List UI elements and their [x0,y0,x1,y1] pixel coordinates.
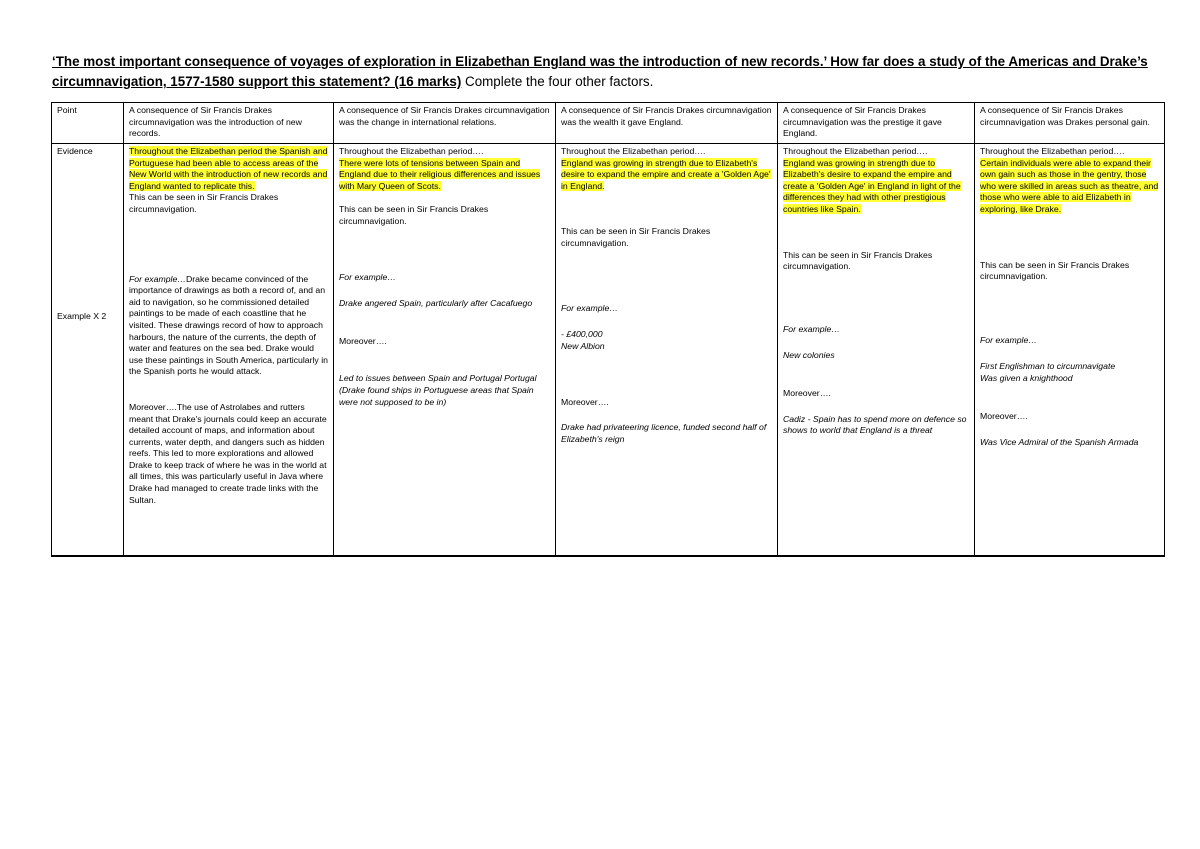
moreover-text-5: Was Vice Admiral of the Spanish Armada [980,437,1139,448]
example-line2-3: New Albion [561,340,605,351]
moreover-text-2: Led to issues between Spain and Portugal Portugal (Drake found ships in Portuguese areas that Spain were not supposed to be in) [339,373,537,407]
moreover-label-3: Moreover…. [561,397,609,408]
evidence-cell-5 [975,144,1165,557]
evidence-highlight-4: England was growing in strength due to Elizabeth's desire to expand the empire and create a 'Golden Age' in England in light of the differences they had with other prestigious countries like Spain. [783,157,961,214]
point-cell-3: A consequence of Sir Francis Drakes circumnavigation was the wealth it gave England. [556,103,778,144]
example-label-2: For example… [339,271,396,282]
consequences-table [51,102,1165,557]
example-line2-5: Was given a knighthood [980,372,1073,383]
example-text-4: New colonies [783,350,835,361]
intro-text-2: Throughout the Elizabethan period…. [339,146,484,156]
evidence-row [52,144,1165,557]
point-cell-1: A consequence of Sir Francis Drakes circumnavigation was the introduction of new records. [124,103,334,144]
moreover-text-4: Cadiz - Spain has to spend more on defence so shows to world that England is a threat [783,413,967,436]
intro-text-4: Throughout the Elizabethan period…. [783,146,928,156]
example-label: Example X 2 [57,311,107,321]
seen-text-2: This can be seen in Sir Francis Drakes circumnavigation. [339,204,489,226]
essay-question-heading [52,52,1162,92]
example-line1-3: - £400,000 [561,329,603,340]
point-cell-4: A consequence of Sir Francis Drakes circumnavigation was the prestige it gave England. [778,103,975,144]
evidence-cell-1 [124,144,334,557]
essay-question: ‘The most important consequence of voyages of exploration in Elizabethan England was the introduction of new records.’ How far does a study of the Americas and Drake’s circumnavigation, 1577-1580 support this statement? (16 marks) [52,54,1148,89]
evidence-cell-2 [334,144,556,557]
evidence-highlight-1: Throughout the Elizabethan period the Spanish and Portuguese had been able to access areas of the New World with the introduction of new records and England wanted to replicate this. [129,146,328,191]
moreover-label-1: Moreover…. [129,401,177,412]
point-label: Point [52,103,124,144]
moreover-label-4: Moreover…. [783,387,831,398]
evidence-label-cell [52,144,124,557]
seen-text-4: This can be seen in Sir Francis Drakes circumnavigation. [783,249,933,272]
evidence-label: Evidence [57,146,93,156]
moreover-text-3: Drake had privateering licence, funded second half of Elizabeth's reign [561,421,767,444]
example-line1-5: First Englishman to circumnavigate [980,361,1116,372]
seen-text-5: This can be seen in Sir Francis Drakes circumnavigation. [980,259,1130,282]
example-label-4: For example… [783,323,840,334]
point-cell-2: A consequence of Sir Francis Drakes circumnavigation was the change in international relations. [334,103,556,144]
evidence-cell-4 [778,144,975,557]
example-text-2: Drake angered Spain, particularly after Cacafuego [339,298,533,309]
example-text-1: Drake became convinced of the importance of drawings as both a record of, and an aid to navigation, so he commissioned detailed paintings to be made of each coastline that he visited. These drawings record of how to approach harbours, the nature of the currents, the depth of water and features on the sea bed. Drake would use these paintings in South America, particularly in the Spanish ports he would attack. [129,273,328,377]
point-row [52,103,1165,144]
intro-text-5: Throughout the Elizabethan period…. [980,146,1125,156]
moreover-label-2: Moreover…. [339,335,387,346]
evidence-highlight-5: Certain individuals were able to expand their own gain such as those in the gentry, those who were skilled in areas such as theatre, and those who were able to aid Elizabeth in exploring, like Drake. [980,157,1159,214]
example-label-1: For example… [129,273,186,284]
instruction-text: Complete the four other factors. [461,74,654,89]
moreover-label-5: Moreover…. [980,410,1028,421]
moreover-para-1 [129,402,328,506]
seen-text-1: This can be seen in Sir Francis Drakes circumnavigation. [129,192,279,214]
example-label-3: For example… [561,302,618,313]
evidence-highlight-2: There were lots of tensions between Spain and England due to their religious differences and issues with Mary Queen of Scots. [339,157,541,191]
intro-text-3: Throughout the Elizabethan period…. [561,146,706,156]
example-label-5: For example… [980,334,1037,345]
evidence-cell-3 [556,144,778,557]
point-cell-5: A consequence of Sir Francis Drakes circumnavigation was Drakes personal gain. [975,103,1165,144]
evidence-highlight-3: England was growing in strength due to Elizabeth's desire to expand the empire and create a 'Golden Age' in England. [561,157,771,191]
moreover-text-1: The use of Astrolabes and rutters meant that Drake's journals could keep an accurate detailed account of maps, and information about currents, water depth, and dangers such as hidden reefs. This led to more explorations and allowed Drake to keep track of where he was in the world at all times, this was particularly useful in Java where Drake had managed to create trade links with the Sultan. [129,401,327,505]
example-para-1 [129,274,328,378]
seen-text-3: This can be seen in Sir Francis Drakes circumnavigation. [561,226,711,248]
